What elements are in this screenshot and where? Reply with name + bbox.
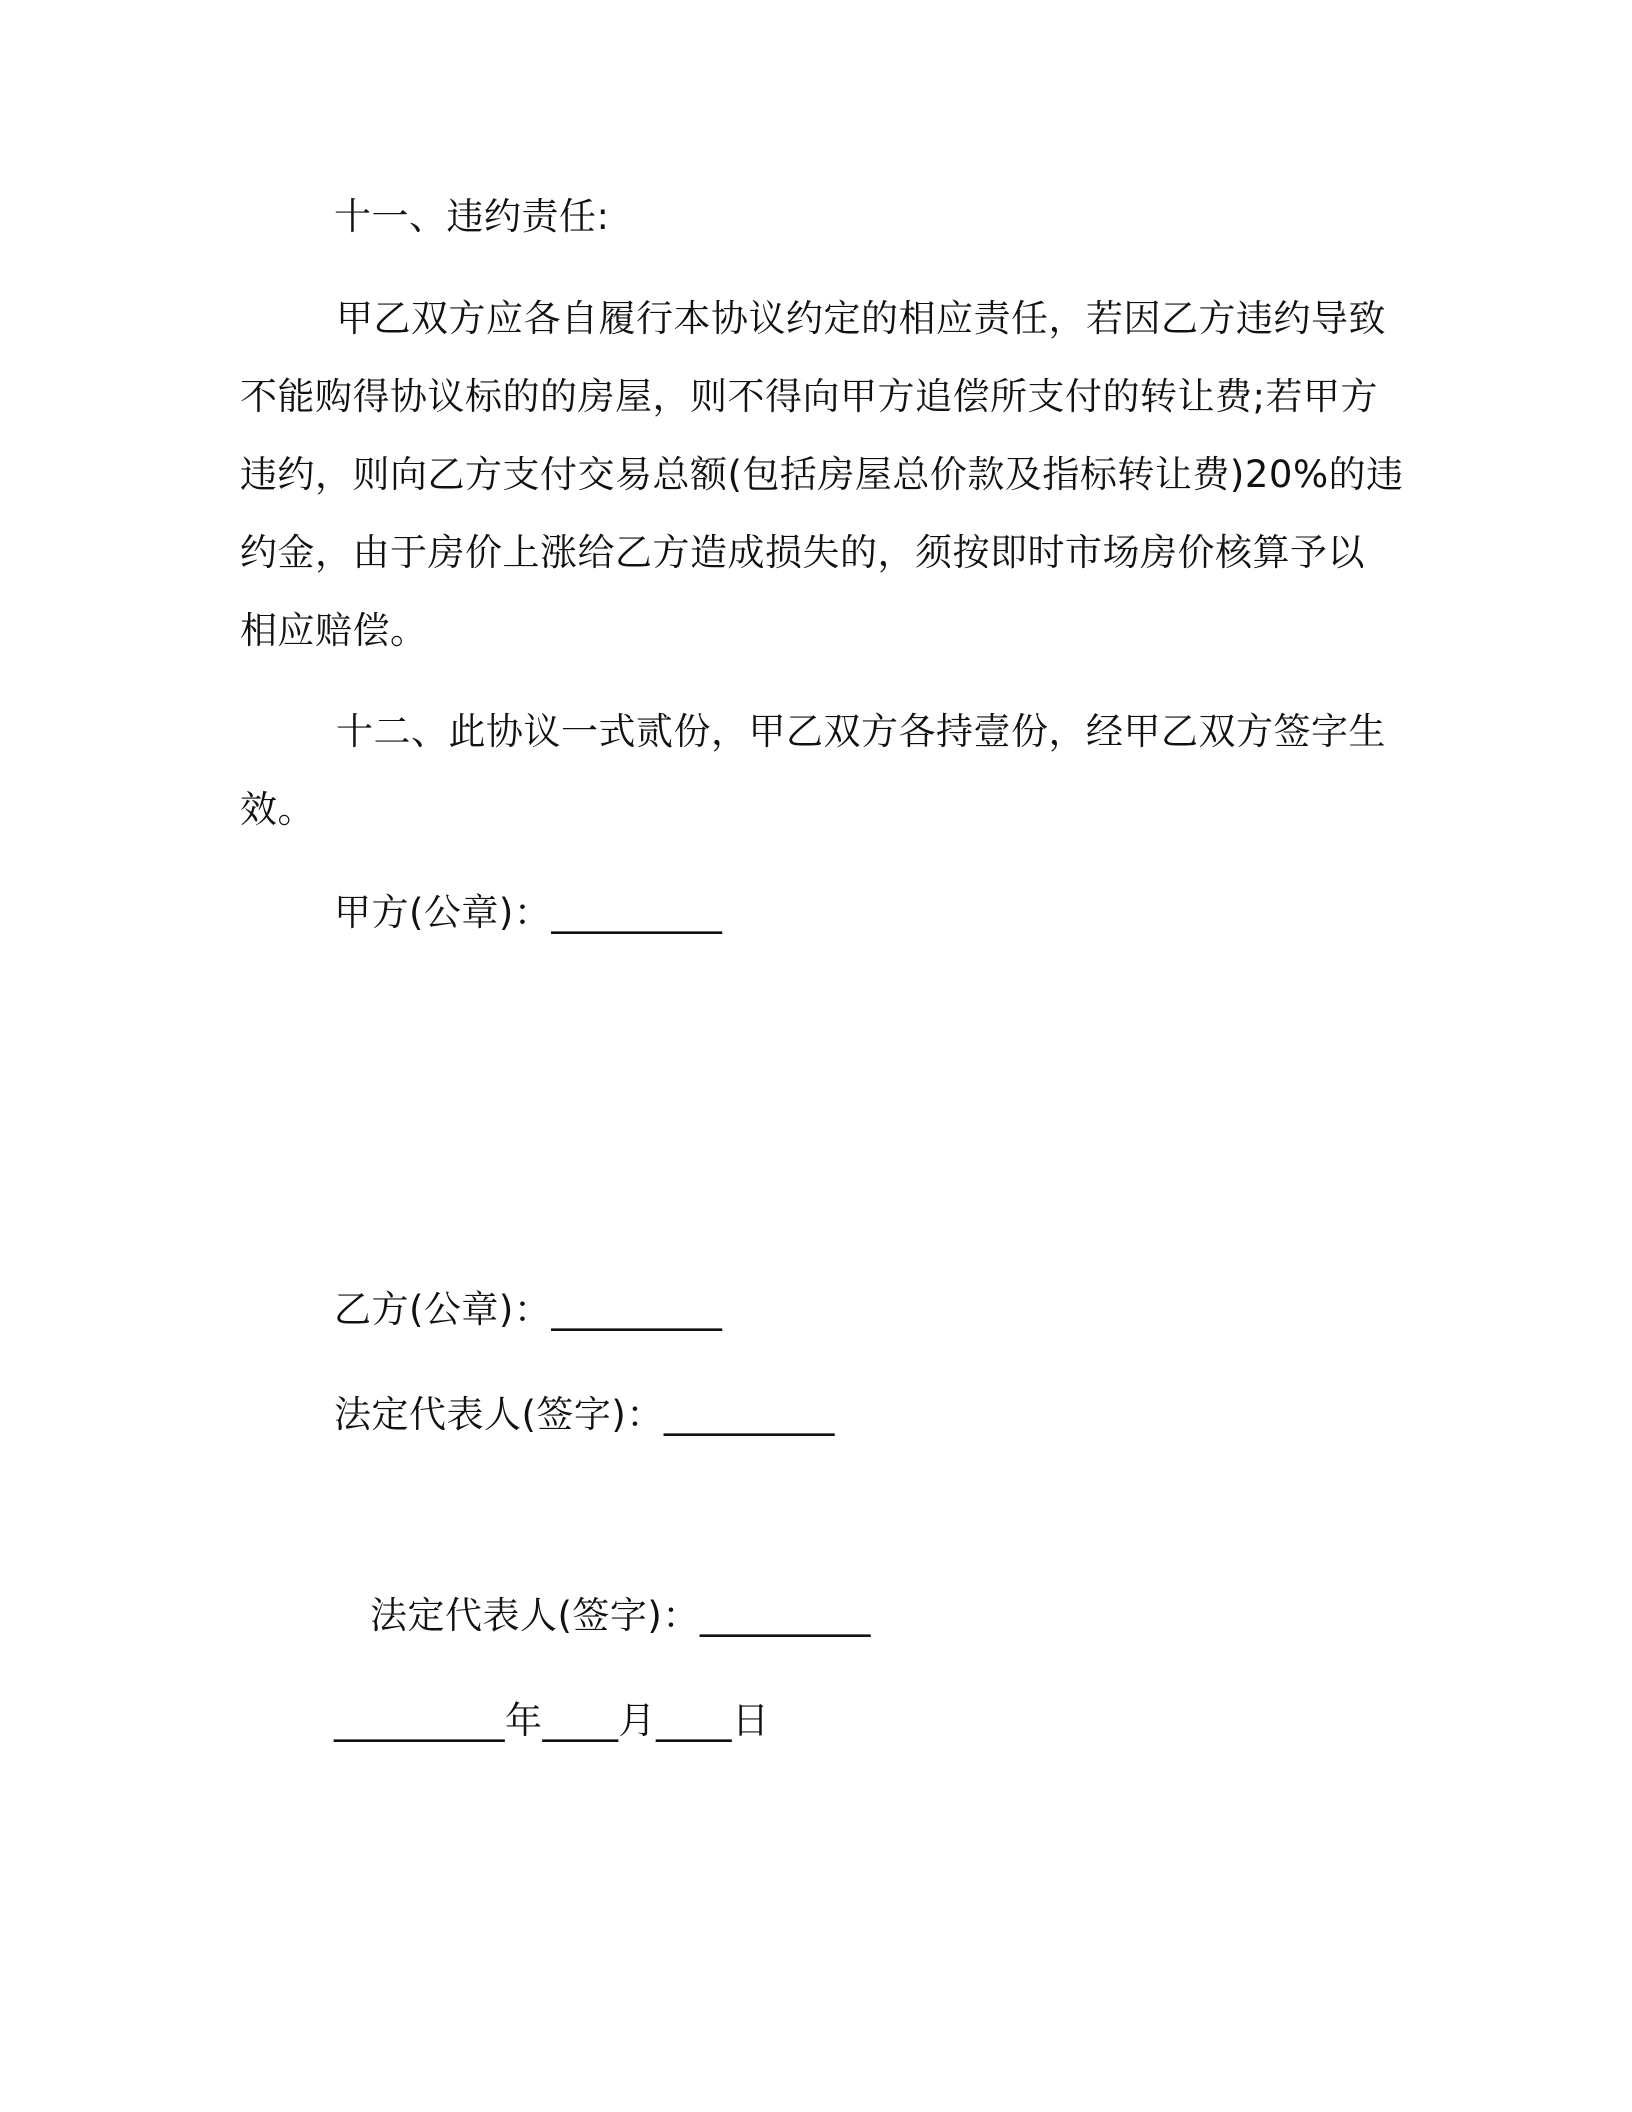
section-11-body: [240, 295, 1404, 685]
section-11-line-1: 甲乙双方应各自履行本协议约定的相应责任，若因乙方违约导致: [336, 297, 1386, 340]
section-11-line-3: 违约，则向乙方支付交易总额(包括房屋总价款及指标转让费)20%的违: [240, 453, 1404, 496]
section-11-line-5: 相应赔偿。: [240, 609, 428, 652]
section-11-line-2: 不能购得协议标的的房屋，则不得向甲方追偿所支付的转让费;若甲方: [240, 375, 1378, 418]
section-12-line-1: 十二、此协议一式贰份，甲乙双方各持壹份，经甲乙双方签字生: [336, 710, 1386, 753]
legal-representative-signature-line-1: 法定代表人(签字)：_________: [334, 1393, 835, 1436]
section-11-heading: 十一、违约责任:: [334, 195, 610, 238]
party-a-seal-line: 甲方(公章)：_________: [334, 891, 723, 934]
section-11-line-4: 约金，由于房价上涨给乙方造成损失的，须按即时市场房价核算予以: [240, 531, 1365, 574]
section-12-line-2: 效。: [240, 788, 315, 831]
section-12-body: [240, 708, 1386, 864]
party-b-seal-line: 乙方(公章)：_________: [334, 1288, 723, 1331]
legal-representative-signature-line-2: 法定代表人(签字)：_________: [370, 1594, 871, 1637]
date-line: _________年____月____日: [334, 1699, 770, 1742]
